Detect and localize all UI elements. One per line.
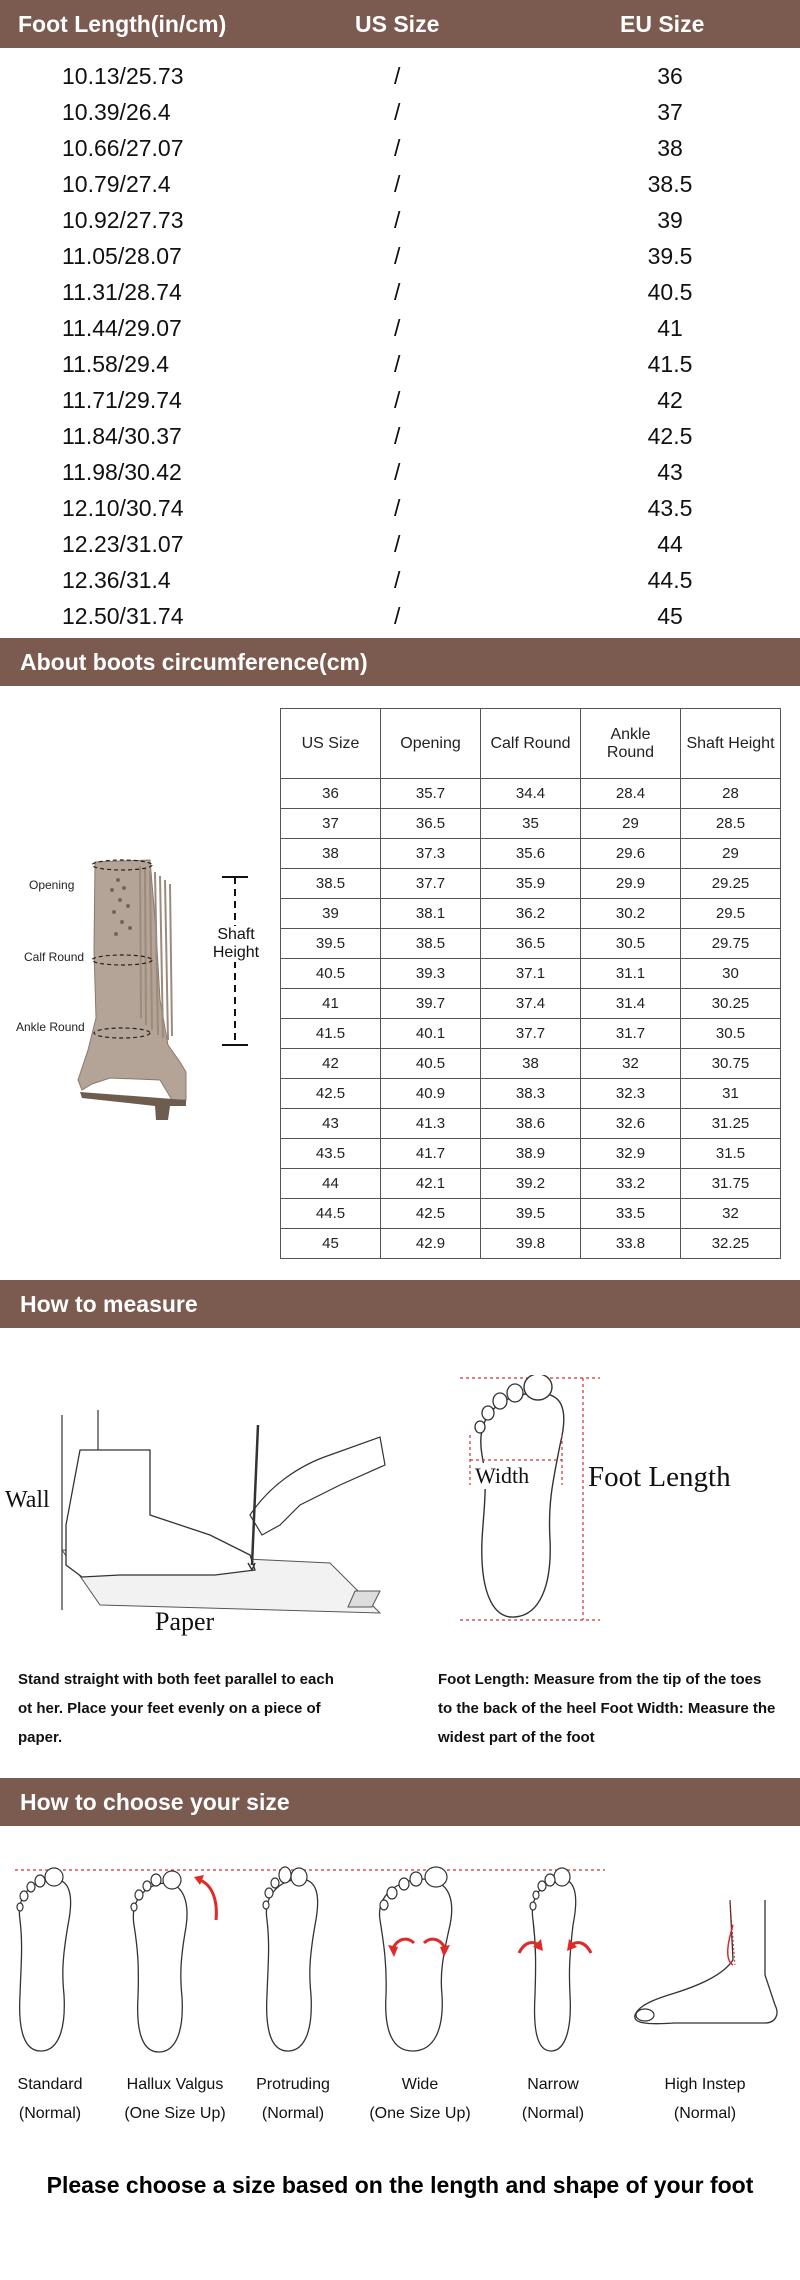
eu-size-cell: 40.5 — [647, 279, 693, 305]
table-cell: 35.9 — [481, 869, 581, 899]
table-cell: 32.25 — [681, 1229, 781, 1259]
table-cell: 30.5 — [581, 929, 681, 959]
table-cell: 30 — [681, 959, 781, 989]
table-cell: 29.25 — [681, 869, 781, 899]
table-row — [281, 899, 781, 929]
table-cell: 28 — [681, 779, 781, 809]
table-cell: 31.7 — [581, 1019, 681, 1049]
table-cell: 30.2 — [581, 899, 681, 929]
paper-label: Paper — [155, 1607, 215, 1636]
table-cell: 42.9 — [381, 1229, 481, 1259]
us-size-value: / — [394, 279, 401, 305]
foot-type-note: (Normal) — [261, 2105, 325, 2122]
table-row — [281, 1229, 781, 1259]
foot-type-note: (Normal) — [673, 2105, 737, 2122]
circ-header-cell: Opening — [381, 709, 481, 779]
foot-length-cell: 11.44/29.07 — [62, 315, 182, 341]
eu-size-cell: 39.5 — [647, 243, 693, 269]
circ-header-cell: Calf Round — [481, 709, 581, 779]
foot-length-cell: 10.66/27.07 — [62, 135, 184, 161]
eu-size-cell: 45 — [657, 603, 683, 629]
table-cell: 39.5 — [481, 1199, 581, 1229]
table-row — [281, 779, 781, 809]
table-row — [281, 839, 781, 869]
table-cell: 41.7 — [381, 1139, 481, 1169]
us-size-value: / — [394, 459, 401, 485]
table-cell: 37 — [281, 809, 381, 839]
foot-type-caption — [0, 2070, 115, 2128]
eu-size-cell: 42 — [657, 387, 683, 413]
foot-length-cell: 10.92/27.73 — [62, 207, 184, 233]
table-cell: 28.4 — [581, 779, 681, 809]
table-cell: 32.3 — [581, 1079, 681, 1109]
foot-length-cell: 11.71/29.74 — [62, 387, 182, 413]
table-cell: 32.9 — [581, 1139, 681, 1169]
foot-length-cell: 12.23/31.07 — [62, 531, 184, 557]
table-cell: 44 — [281, 1169, 381, 1199]
table-row — [281, 1079, 781, 1109]
table-cell: 31 — [681, 1079, 781, 1109]
us-size-value: / — [394, 99, 401, 125]
table-cell: 35.6 — [481, 839, 581, 869]
table-cell: 37.3 — [381, 839, 481, 869]
measure-instructions-left: Stand straight with both feet parallel to each ot her. Place your feet evenly on a piece of paper. — [18, 1671, 334, 1746]
table-cell: 39.7 — [381, 989, 481, 1019]
foot-type-name: High Instep — [664, 2076, 746, 2093]
table-cell: 33.2 — [581, 1169, 681, 1199]
foot-type-caption — [228, 2070, 358, 2128]
table-cell: 36.2 — [481, 899, 581, 929]
table-row — [281, 989, 781, 1019]
foot-dimension-illustration — [440, 1375, 780, 1625]
table-cell: 38.9 — [481, 1139, 581, 1169]
us-size-value: / — [394, 531, 401, 557]
table-cell: 29 — [581, 809, 681, 839]
boot-illustration — [0, 700, 280, 1120]
table-cell: 38.6 — [481, 1109, 581, 1139]
table-row — [281, 929, 781, 959]
foot-type-name: Wide — [401, 2076, 439, 2093]
foot-type-note: (One Size Up) — [124, 2105, 226, 2122]
size-row — [0, 456, 800, 492]
foot-type-name: Standard — [17, 2076, 83, 2093]
table-row — [281, 1109, 781, 1139]
size-row — [0, 204, 800, 240]
table-cell: 39 — [281, 899, 381, 929]
eu-size-cell: 41 — [657, 315, 683, 341]
foot-length-cell: 11.31/28.74 — [62, 279, 182, 305]
eu-size-cell: 39 — [657, 207, 683, 233]
eu-size-cell: 42.5 — [647, 423, 693, 449]
eu-size-header: EU Size — [620, 11, 705, 37]
foot-length-cell: 10.39/26.4 — [62, 99, 171, 125]
us-size-value: / — [394, 603, 401, 629]
choose-section-title: How to choose your size — [0, 1778, 800, 1826]
table-cell: 41.3 — [381, 1109, 481, 1139]
size-row — [0, 312, 800, 348]
size-row — [0, 132, 800, 168]
foot-on-paper-icon — [0, 1395, 400, 1635]
table-cell: 33.8 — [581, 1229, 681, 1259]
table-cell: 37.7 — [481, 1019, 581, 1049]
table-cell: 30.25 — [681, 989, 781, 1019]
shaft-height-label: Shaft Height — [208, 926, 264, 962]
table-cell: 32 — [681, 1199, 781, 1229]
us-size-value: / — [394, 423, 401, 449]
table-cell: 31.5 — [681, 1139, 781, 1169]
table-row — [281, 1199, 781, 1229]
foot-type-name: Narrow — [527, 2076, 579, 2093]
table-cell: 35.7 — [381, 779, 481, 809]
us-size-value: / — [394, 243, 401, 269]
eu-size-cell: 43.5 — [647, 495, 693, 521]
us-size-value: / — [394, 207, 401, 233]
us-size-header: US Size — [355, 11, 440, 37]
narrow-foot-icon — [515, 1865, 595, 2055]
fringe-boot-icon — [0, 700, 280, 1120]
foot-type-name: Protruding — [256, 2076, 330, 2093]
table-cell: 36.5 — [381, 809, 481, 839]
foot-length-cell: 10.13/25.73 — [62, 63, 184, 89]
table-cell: 34.4 — [481, 779, 581, 809]
final-size-note: Please choose a size based on the length and shape of your foot — [46, 2172, 754, 2198]
eu-size-cell: 43 — [657, 459, 683, 485]
eu-size-cell: 37 — [657, 99, 683, 125]
table-cell: 38.5 — [281, 869, 381, 899]
us-size-value: / — [394, 63, 401, 89]
calf-round-label: Calf Round — [24, 950, 85, 964]
size-row — [0, 492, 800, 528]
table-cell: 30.75 — [681, 1049, 781, 1079]
table-cell: 37.1 — [481, 959, 581, 989]
size-row — [0, 240, 800, 276]
hallux-valgus-foot-icon — [120, 1865, 230, 2055]
table-cell: 31.1 — [581, 959, 681, 989]
wall-label: Wall — [5, 1487, 50, 1513]
table-cell: 40.5 — [281, 959, 381, 989]
table-cell: 40.1 — [381, 1019, 481, 1049]
table-cell: 33.5 — [581, 1199, 681, 1229]
table-cell: 29 — [681, 839, 781, 869]
us-size-value: / — [394, 315, 401, 341]
us-size-value: / — [394, 567, 401, 593]
table-cell: 42.1 — [381, 1169, 481, 1199]
eu-size-cell: 38 — [657, 135, 683, 161]
table-cell: 36.5 — [481, 929, 581, 959]
circumference-section-title: About boots circumference(cm) — [0, 638, 800, 686]
table-cell: 40.9 — [381, 1079, 481, 1109]
table-cell: 43 — [281, 1109, 381, 1139]
table-cell: 38.3 — [481, 1079, 581, 1109]
table-row — [281, 1169, 781, 1199]
foot-length-cell: 11.98/30.42 — [62, 459, 182, 485]
table-cell: 41.5 — [281, 1019, 381, 1049]
eu-size-cell: 44.5 — [647, 567, 693, 593]
table-cell: 40.5 — [381, 1049, 481, 1079]
table-cell: 38.5 — [381, 929, 481, 959]
size-table-header — [0, 0, 800, 48]
size-row — [0, 168, 800, 204]
standard-foot-icon — [8, 1865, 78, 2055]
table-cell: 29.6 — [581, 839, 681, 869]
table-cell: 39.2 — [481, 1169, 581, 1199]
table-cell: 35 — [481, 809, 581, 839]
table-row — [281, 1139, 781, 1169]
eu-size-cell: 36 — [657, 63, 683, 89]
us-size-value: / — [394, 387, 401, 413]
table-cell: 39.5 — [281, 929, 381, 959]
foot-length-cell: 11.05/28.07 — [62, 243, 182, 269]
circumference-table — [280, 708, 781, 1259]
table-row — [281, 1019, 781, 1049]
table-row — [281, 959, 781, 989]
table-cell: 38 — [281, 839, 381, 869]
table-cell: 37.4 — [481, 989, 581, 1019]
foot-type-caption — [110, 2070, 240, 2128]
foot-type-caption — [488, 2070, 618, 2128]
foot-length-cell: 11.58/29.4 — [62, 351, 170, 377]
protruding-foot-icon — [255, 1865, 325, 2055]
size-row — [0, 60, 800, 96]
table-cell: 38 — [481, 1049, 581, 1079]
foot-type-name: Hallux Valgus — [126, 2076, 224, 2093]
size-row — [0, 96, 800, 132]
foot-type-caption — [640, 2070, 770, 2128]
table-cell: 31.4 — [581, 989, 681, 1019]
table-row — [281, 869, 781, 899]
table-cell: 32.6 — [581, 1109, 681, 1139]
measure-instructions-right: Foot Length: Measure from the tip of the toes to the back of the heel Foot Width: Measure the widest part of the foot — [438, 1671, 776, 1746]
size-row — [0, 276, 800, 312]
foot-type-note: (Normal) — [521, 2105, 585, 2122]
table-cell: 43.5 — [281, 1139, 381, 1169]
table-cell: 29.75 — [681, 929, 781, 959]
high-instep-foot-icon — [615, 1865, 795, 2055]
foot-length-cell: 10.79/27.4 — [62, 171, 171, 197]
circ-header-cell: Ankle Round — [581, 709, 681, 779]
size-row — [0, 420, 800, 456]
foot-length-cell: 11.84/30.37 — [62, 423, 182, 449]
foot-outline-icon — [440, 1375, 780, 1625]
foot-length-header: Foot Length(in/cm) — [18, 11, 227, 37]
size-row — [0, 384, 800, 420]
eu-size-cell: 38.5 — [647, 171, 693, 197]
table-row — [281, 809, 781, 839]
table-cell: 42.5 — [381, 1199, 481, 1229]
foot-length-label: Foot Length — [588, 1461, 731, 1493]
foot-type-note: (Normal) — [18, 2105, 82, 2122]
us-size-value: / — [394, 171, 401, 197]
size-row — [0, 600, 800, 636]
table-cell: 32 — [581, 1049, 681, 1079]
circ-header-cell: Shaft Height — [681, 709, 781, 779]
table-row — [281, 1049, 781, 1079]
wide-foot-icon — [370, 1865, 470, 2055]
table-cell: 30.5 — [681, 1019, 781, 1049]
table-cell: 28.5 — [681, 809, 781, 839]
table-cell: 37.7 — [381, 869, 481, 899]
foot-type-caption — [355, 2070, 485, 2128]
table-cell: 39.8 — [481, 1229, 581, 1259]
foot-type-note: (One Size Up) — [369, 2105, 471, 2122]
size-row — [0, 348, 800, 384]
size-row — [0, 528, 800, 564]
table-cell: 45 — [281, 1229, 381, 1259]
us-size-value: / — [394, 495, 401, 521]
table-cell: 36 — [281, 779, 381, 809]
eu-size-cell: 41.5 — [647, 351, 693, 377]
foot-length-cell: 12.10/30.74 — [62, 495, 184, 521]
eu-size-cell: 44 — [657, 531, 683, 557]
size-row — [0, 564, 800, 600]
size-table-body — [0, 60, 800, 636]
us-size-value: / — [394, 351, 401, 377]
wall-measure-illustration — [0, 1395, 400, 1635]
us-size-value: / — [394, 135, 401, 161]
table-cell: 38.1 — [381, 899, 481, 929]
table-cell: 29.5 — [681, 899, 781, 929]
foot-length-cell: 12.36/31.4 — [62, 567, 171, 593]
circ-header-cell: US Size — [281, 709, 381, 779]
table-cell: 29.9 — [581, 869, 681, 899]
width-label: Width — [472, 1463, 532, 1489]
table-cell: 44.5 — [281, 1199, 381, 1229]
ankle-round-label: Ankle Round — [16, 1020, 85, 1034]
table-cell: 31.25 — [681, 1109, 781, 1139]
table-cell: 39.3 — [381, 959, 481, 989]
table-cell: 42 — [281, 1049, 381, 1079]
table-cell: 41 — [281, 989, 381, 1019]
table-cell: 31.75 — [681, 1169, 781, 1199]
table-cell: 42.5 — [281, 1079, 381, 1109]
foot-length-cell: 12.50/31.74 — [62, 603, 184, 629]
measure-section-title: How to measure — [0, 1280, 800, 1328]
opening-label: Opening — [29, 878, 75, 892]
